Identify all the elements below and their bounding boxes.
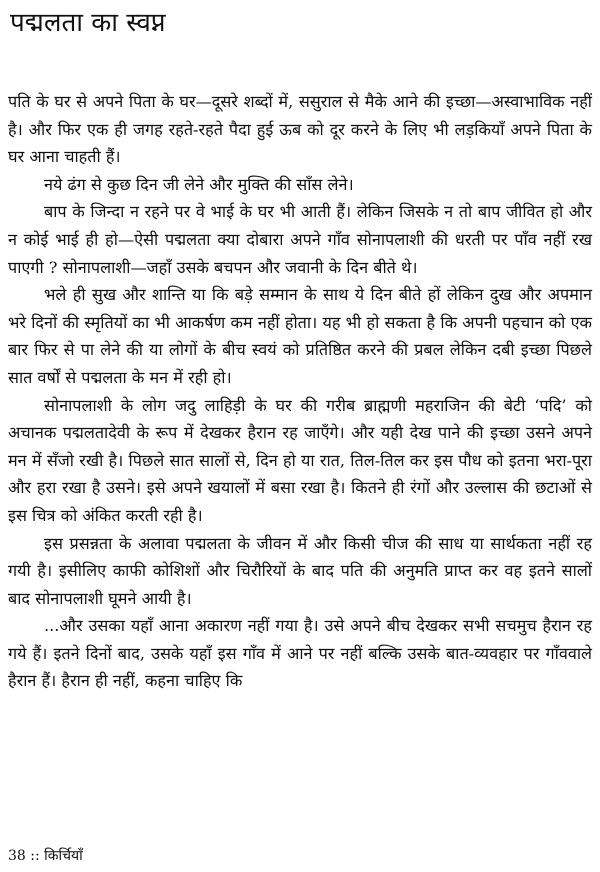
- paragraph-6: इस प्रसन्नता के अलावा पद्मलता के जीवन में और किसी चीज की साध या सार्थकता नहीं रह गयी है। इसीलिए काफी कोशिशों और चिरौरियों के बाद पति की अनुमति प्राप्त कर वह इतने सालों बाद सोनापलाशी घूमने आयी है।: [8, 533, 592, 608]
- paragraph-3: बाप के जिन्दा न रहने पर वे भाई के घर भी आती हैं। लेकिन जिसके न तो बाप जीवित हो और न कोई भाई ही हो—ऐसी पद्मलता क्या दोबारा अपने गाँव सोनापलाशी की धरती पर पाँव नहीं रख पाएगी ? सोनापलाशी—जहाँ उसके बचपन और जवानी के दिन बीते थे।: [8, 202, 592, 277]
- paragraph-1: पति के घर से अपने पिता के घर—दूसरे शब्दों में, ससुराल से मैके आने की इच्छा—अस्वाभाविक नहीं है। और फिर एक ही जगह रहते-रहते पैदा हुई ऊब को दूर करने के लिए भी लड़कियाँ अपने पिता के घर आना चाहती हैं।: [8, 92, 592, 167]
- page-footer: 38 :: किर्चियाँ: [8, 848, 83, 864]
- page-title: पद्मलता का स्वप्न: [10, 8, 166, 38]
- paragraph-4: भले ही सुख और शान्ति या कि बड़े सम्मान के साथ ये दिन बीते हों लेकिन दुख और अपमान भरे दिनों की स्मृतियों का भी आकर्षण कम नहीं होता। यह भी हो सकता है कि अपनी पहचान को एक बार फिर से पा लेने की या लोगों के बीच स्वयं को प्रतिष्ठित करने की प्रबल लेकिन दबी इच्छा पिछले सात वर्षों से पद्मलता के मन में रही हो।: [8, 285, 592, 387]
- paragraph-2: नये ढंग से कुछ दिन जी लेने और मुक्ति की साँस लेने।: [44, 174, 354, 194]
- body-text: [8, 88, 592, 695]
- paragraph-7: ...और उसका यहाँ आना अकारण नहीं गया है। उसे अपने बीच देखकर सभी सचमुच हैरान रह गये हैं। इतने दिनों बाद, उसके यहाँ इस गाँव में आने पर नहीं बल्कि उसके बात-व्यवहार पर गाँववाले हैरान हैं। हैरान ही नहीं, कहना चाहिए कि: [8, 616, 592, 691]
- paragraph-5: सोनापलाशी के लोग जदु लाहिड़ी के घर की गरीब ब्राह्मणी महराजिन की बेटी ‘पदि’ को अचानक पद्मलतादेवी के रूप में देखकर हैरान रह जाएँगे। और यही देख पाने की इच्छा उसने अपने मन में सँजो रखी है। पिछले सात सालों से, दिन हो या रात, तिल-तिल कर इस पौध को इतना भरा-पूरा और हरा रखा है उसने। इसे अपने खयालों में बसा रखा है। कितने ही रंगों और उल्लास की छटाओं से इस चित्र को अंकित करती रही है।: [8, 395, 592, 525]
